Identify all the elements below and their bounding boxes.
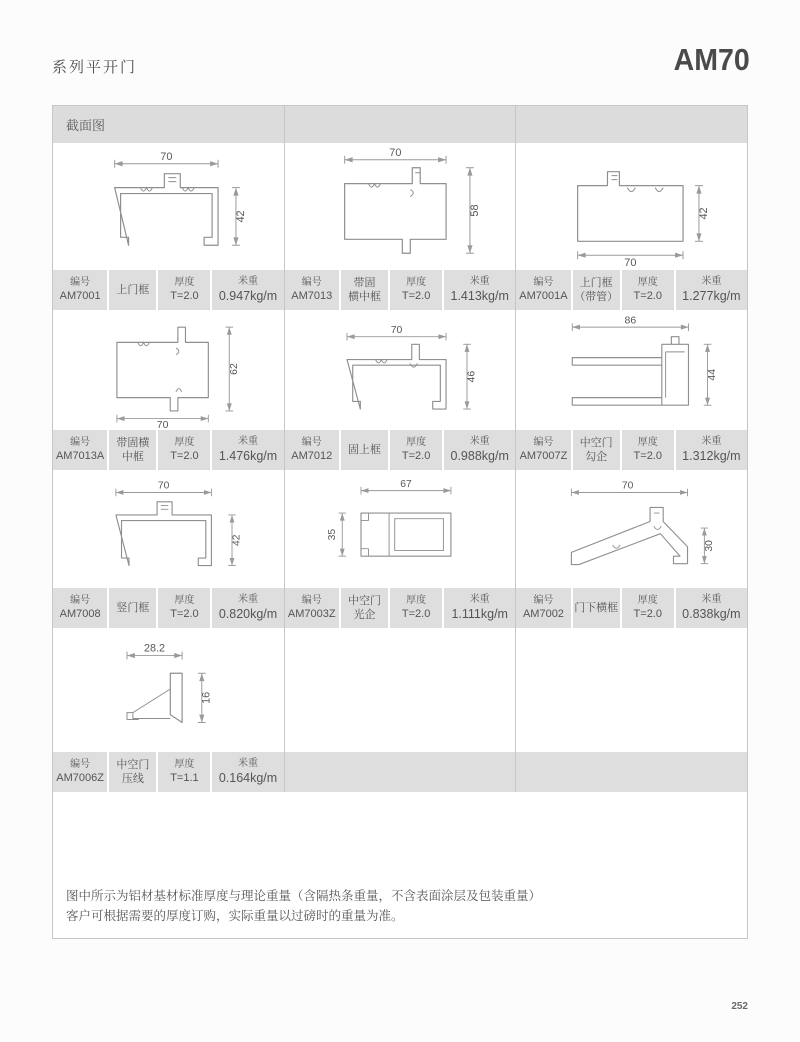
spec-band-AM7006Z [53, 752, 284, 792]
spec-weight-label: 米重 [701, 276, 722, 288]
dim-height-label: 46 [466, 370, 478, 383]
profiles-table [52, 105, 748, 939]
spec-code-value: AM7008 [59, 608, 101, 621]
spec-name-value: 中空门 [579, 436, 613, 449]
spec-thickness [158, 430, 210, 470]
profile-cell-AM7001 [53, 143, 284, 310]
spec-band-empty [516, 752, 747, 792]
dim-width-label: 70 [622, 480, 634, 492]
dim-width-label: 28.2 [144, 642, 166, 655]
spec-weight-value: 1.277kg/m [682, 289, 741, 304]
note-line: 图中所示为铝材基材标准厚度与理论重量（含隔热条重量，不含表面涂层及包装重量） [66, 889, 542, 903]
spec-name-value: 带固 [353, 276, 376, 289]
spec-code-value: AM7001 [59, 290, 101, 303]
spec-name-value: 中空门 [116, 758, 150, 771]
spec-name [573, 588, 620, 628]
spec-name [573, 270, 620, 310]
spec-thickness-label: 厚度 [406, 595, 427, 607]
dim-height-label: 42 [234, 210, 247, 223]
spec-thickness-label: 厚度 [637, 595, 658, 607]
spec-name [109, 588, 156, 628]
spec-code-value: AM7007Z [519, 450, 568, 463]
spec-band-AM7013 [285, 270, 516, 310]
dim-width-label: 70 [156, 420, 169, 430]
series-title: 系列平开门 [52, 59, 138, 76]
profile-drawing-AM7013A [53, 310, 284, 430]
profile-cell-empty [515, 628, 747, 792]
profile-cell-AM7013A [53, 310, 284, 470]
section-diagram-empty [516, 628, 747, 752]
spec-band-AM7008 [53, 588, 284, 628]
spec-name [341, 270, 388, 310]
spec-code-label: 编号 [70, 595, 91, 607]
profile-cell-AM7013 [284, 143, 516, 310]
profile-drawing-AM7008 [53, 470, 284, 588]
profiles-grid [53, 143, 747, 792]
profile-row [53, 143, 747, 310]
section-diagram-AM7001 [53, 143, 284, 270]
profile-drawing-AM7002 [516, 470, 747, 588]
spec-thickness-value: T=2.0 [633, 290, 662, 303]
spec-code [285, 430, 339, 470]
spec-thickness [622, 270, 674, 310]
spec-band-AM7003Z [285, 588, 516, 628]
dim-height-label: 62 [228, 363, 240, 375]
section-diagram-AM7001A [516, 143, 747, 270]
section-diagram-AM7002 [516, 470, 747, 588]
spec-code [516, 270, 570, 310]
dim-height-label: 16 [200, 691, 213, 704]
spec-weight-value: 1.111kg/m [451, 607, 508, 622]
spec-name-value: 固上框 [348, 443, 382, 456]
spec-code-value: AM7013A [55, 450, 105, 463]
section-diagram-AM7013 [285, 143, 516, 270]
spec-weight-value: 0.838kg/m [682, 607, 741, 622]
spec-thickness-label: 厚度 [174, 759, 195, 771]
section-diagram-AM7003Z [285, 470, 516, 588]
section-diagram-AM7013A [53, 310, 284, 430]
spec-weight [212, 752, 283, 792]
spec-code-value: AM7003Z [287, 608, 336, 621]
spec-weight [676, 588, 747, 628]
page-number: 252 [731, 1001, 748, 1012]
dim-height-label: 42 [231, 534, 243, 546]
spec-name [109, 270, 156, 310]
spec-weight-label: 米重 [238, 758, 259, 770]
spec-thickness-value: T=2.0 [401, 290, 431, 303]
dim-width-label: 70 [160, 150, 173, 163]
spec-code-label: 编号 [70, 437, 91, 449]
spec-code-label: 编号 [533, 277, 554, 289]
profile-drawing-AM7007Z [516, 310, 747, 430]
spec-thickness [390, 588, 442, 628]
spec-thickness [622, 430, 674, 470]
spec-weight-value: 0.988kg/m [450, 449, 509, 464]
profile-drawing-AM7001 [53, 143, 284, 270]
notes-block [53, 792, 747, 938]
spec-thickness [622, 588, 674, 628]
spec-thickness [158, 588, 210, 628]
section-diagram-AM7006Z [53, 628, 284, 752]
profile-row [53, 628, 747, 792]
spec-band-AM7002 [516, 588, 747, 628]
spec-thickness-value: T=2.0 [401, 450, 431, 463]
spec-thickness-value: T=2.0 [633, 608, 662, 621]
spec-band-AM7013A [53, 430, 284, 470]
spec-weight-value: 0.820kg/m [218, 607, 278, 622]
spec-band-filler [285, 752, 516, 792]
spec-name-value: （带管） [574, 291, 619, 303]
spec-code-label: 编号 [301, 277, 322, 289]
spec-code [53, 270, 107, 310]
profile-row [53, 470, 747, 628]
model-title: AM70 [673, 42, 750, 77]
spec-thickness-value: T=1.1 [170, 772, 199, 785]
spec-code-label: 编号 [70, 759, 91, 771]
spec-weight [212, 270, 283, 310]
spec-code-value: AM7012 [291, 450, 333, 463]
spec-code-label: 编号 [301, 437, 322, 449]
spec-name-value: 勾企 [585, 451, 608, 463]
dim-width-label: 70 [624, 257, 637, 270]
spec-code-value: AM7013 [291, 290, 333, 303]
spec-weight-label: 米重 [469, 594, 490, 606]
spec-weight [212, 588, 283, 628]
spec-weight-label: 米重 [701, 436, 722, 448]
profile-drawing-AM7003Z [285, 470, 516, 588]
dim-width-label: 70 [390, 324, 403, 336]
profile-drawing-AM7012 [285, 310, 516, 430]
spec-thickness-value: T=2.0 [401, 608, 431, 621]
spec-band-AM7001A [516, 270, 747, 310]
section-header-label: 截面图 [66, 118, 106, 133]
spec-code-label: 编号 [70, 277, 91, 289]
spec-weight-label: 米重 [701, 594, 722, 606]
spec-name [341, 430, 388, 470]
spec-weight-label: 米重 [469, 276, 490, 288]
dim-width-label: 86 [624, 315, 637, 327]
profile-cell-AM7007Z [515, 310, 747, 470]
spec-code-value: AM7001A [519, 290, 568, 303]
spec-code [53, 588, 107, 628]
table-header-bar [53, 106, 747, 143]
spec-name-value: 上门框 [579, 276, 613, 289]
spec-weight [444, 270, 515, 310]
spec-weight-value: 0.947kg/m [218, 289, 278, 304]
profile-drawing-AM7013 [285, 143, 516, 270]
spec-weight-label: 米重 [238, 436, 259, 448]
spec-thickness-label: 厚度 [637, 277, 658, 289]
spec-thickness-label: 厚度 [174, 277, 195, 289]
spec-thickness-value: T=2.0 [170, 290, 199, 303]
spec-thickness-label: 厚度 [174, 437, 195, 449]
spec-thickness-label: 厚度 [406, 437, 427, 449]
spec-code [53, 430, 107, 470]
note-line: 客户可根据需要的厚度订购，实际重量以过磅时的重量为准。 [66, 909, 404, 923]
spec-name-value: 上门框 [116, 283, 150, 296]
spec-code [516, 588, 570, 628]
spec-weight-value: 1.476kg/m [218, 449, 278, 464]
spec-code [285, 588, 339, 628]
spec-name [573, 430, 620, 470]
dim-height-label: 58 [468, 204, 481, 217]
spec-thickness-value: T=2.0 [170, 450, 199, 463]
dim-height-label: 30 [704, 540, 716, 552]
spec-weight-value: 1.413kg/m [450, 289, 509, 304]
spec-weight [444, 430, 515, 470]
spec-weight [444, 588, 515, 628]
section-header-cell-empty [284, 106, 516, 143]
spec-thickness [158, 270, 210, 310]
dim-height-label: 42 [698, 207, 711, 220]
dim-height-label: 35 [326, 528, 338, 541]
spec-band-AM7012 [285, 430, 516, 470]
profile-cell-AM7012 [284, 310, 516, 470]
section-diagram-empty [285, 628, 516, 752]
section-diagram-AM7007Z [516, 310, 747, 430]
spec-code-value: AM7002 [522, 608, 564, 621]
spec-thickness-label: 厚度 [637, 437, 658, 449]
dim-height-label: 44 [707, 368, 719, 381]
spec-name [109, 752, 156, 792]
spec-band-AM7001 [53, 270, 284, 310]
spec-thickness [390, 270, 442, 310]
spec-code [516, 430, 570, 470]
profile-cell-AM7002 [515, 470, 747, 628]
spec-name [109, 430, 156, 470]
spec-code-label: 编号 [301, 595, 322, 607]
spec-weight-value: 0.164kg/m [218, 771, 278, 786]
spec-thickness [158, 752, 210, 792]
spec-name-value: 光企 [353, 609, 376, 621]
spec-thickness-value: T=2.0 [633, 450, 662, 463]
spec-weight-label: 米重 [238, 276, 259, 288]
spec-band-AM7007Z [516, 430, 747, 470]
profile-drawing-AM7001A [516, 143, 747, 270]
profile-cell-AM7003Z [284, 470, 516, 628]
spec-code-label: 编号 [533, 595, 554, 607]
spec-code-value: AM7006Z [56, 772, 104, 785]
spec-name-value: 横中框 [348, 291, 382, 303]
spec-name-value: 门下横框 [574, 601, 619, 614]
spec-weight-value: 1.312kg/m [682, 449, 741, 464]
spec-weight [676, 430, 747, 470]
spec-thickness-label: 厚度 [174, 595, 195, 607]
section-diagram-AM7008 [53, 470, 284, 588]
spec-name [341, 588, 388, 628]
profile-cell-empty [284, 628, 516, 792]
profile-cell-AM7008 [53, 470, 284, 628]
spec-name-value: 中框 [121, 451, 144, 463]
profile-drawing-AM7006Z [53, 628, 284, 752]
spec-weight [676, 270, 747, 310]
profile-cell-AM7006Z [53, 628, 284, 792]
spec-band-filler [516, 752, 747, 792]
section-header-cell [53, 106, 284, 143]
spec-weight-label: 米重 [469, 436, 490, 448]
spec-code [53, 752, 107, 792]
spec-thickness-value: T=2.0 [170, 608, 199, 621]
spec-name-value: 竖门框 [116, 601, 150, 614]
spec-name-value: 中空门 [348, 594, 382, 607]
section-header-cell-empty [515, 106, 747, 143]
spec-weight-label: 米重 [238, 594, 259, 606]
spec-thickness [390, 430, 442, 470]
dim-width-label: 70 [157, 480, 170, 492]
spec-code-label: 编号 [533, 437, 554, 449]
profile-cell-AM7001A [515, 143, 747, 310]
dim-width-label: 67 [399, 478, 412, 490]
spec-code [285, 270, 339, 310]
spec-name-value: 带固横 [116, 436, 150, 449]
spec-weight [212, 430, 283, 470]
profile-row [53, 310, 747, 470]
section-diagram-AM7012 [285, 310, 516, 430]
dim-width-label: 70 [388, 146, 402, 159]
spec-thickness-label: 厚度 [406, 277, 427, 289]
spec-name-value: 压线 [121, 773, 144, 785]
spec-band-empty [285, 752, 516, 792]
